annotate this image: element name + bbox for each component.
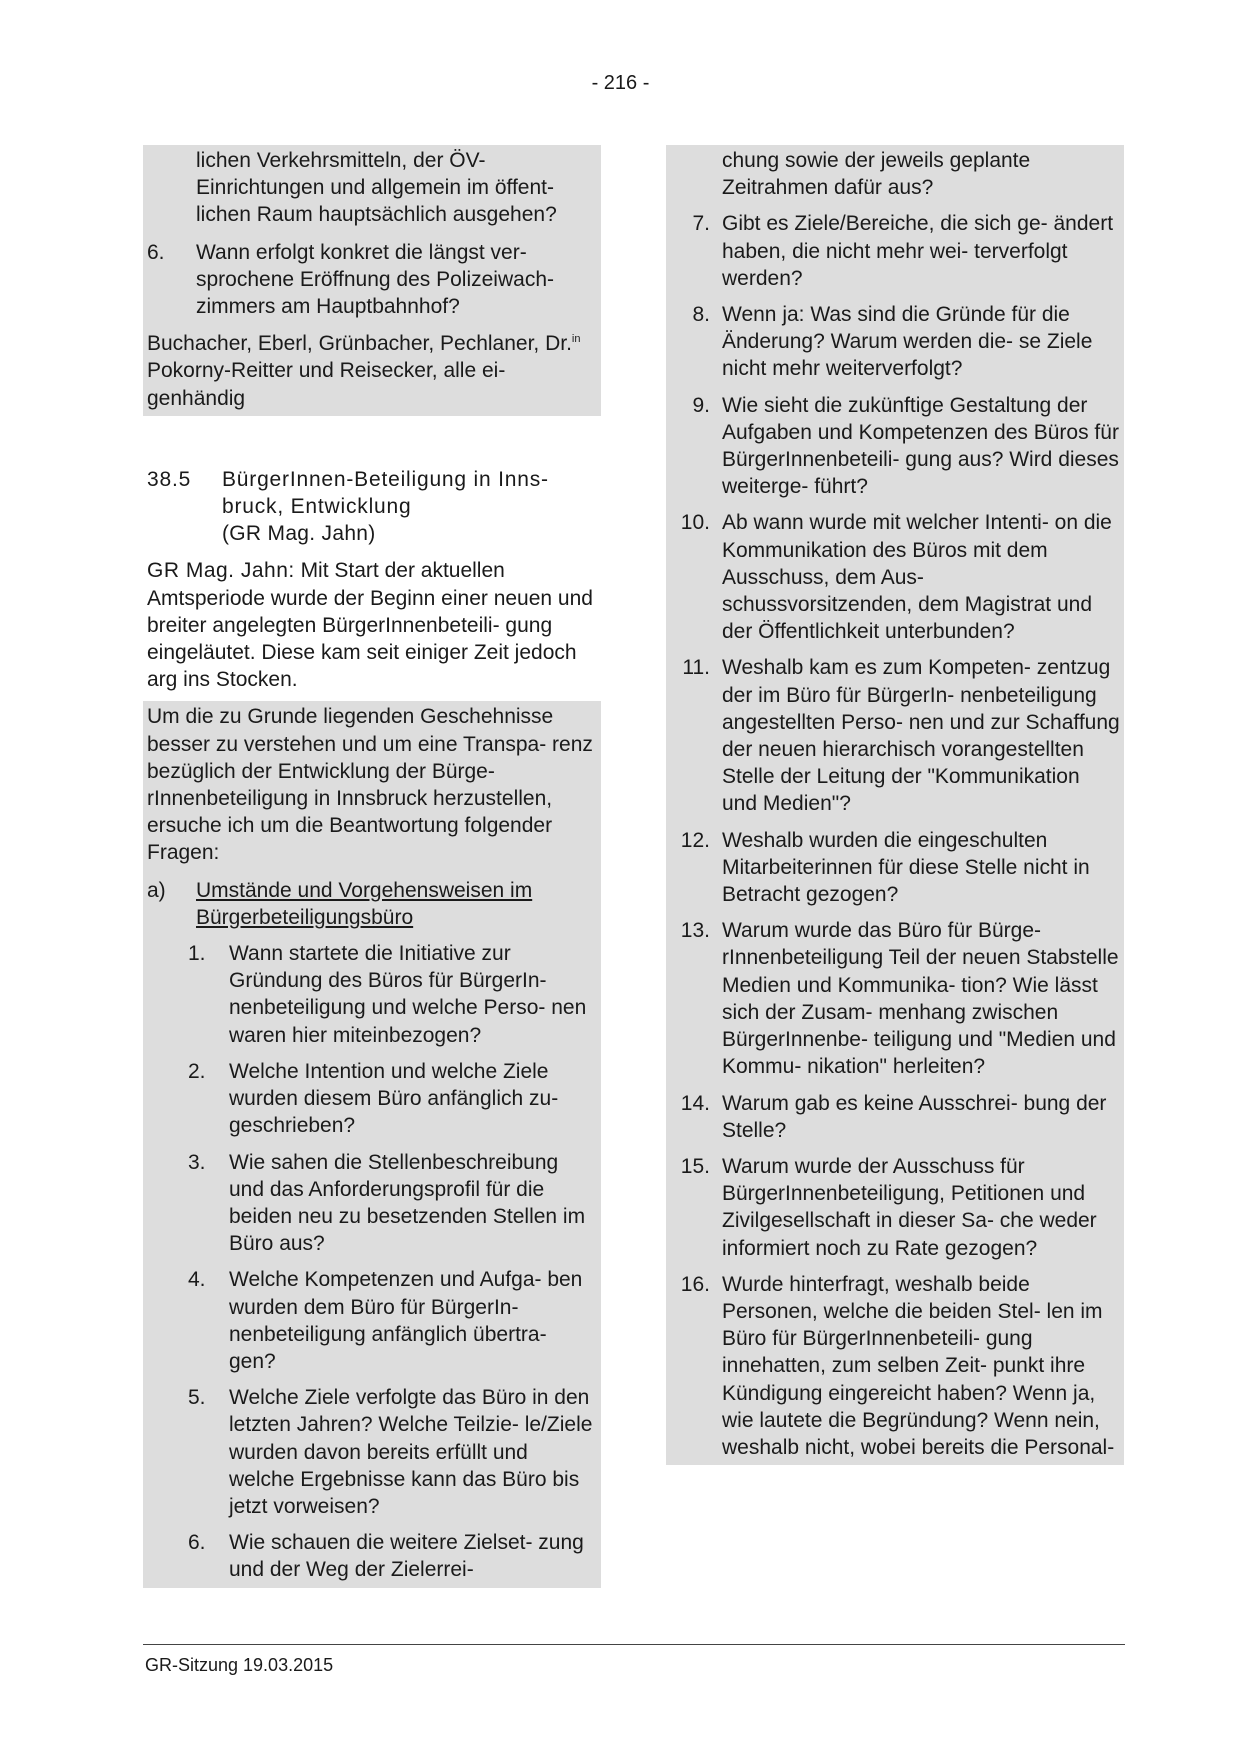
question-number: 6. [188,1531,206,1555]
left-column [143,145,601,1588]
point-a-label: a) [147,878,166,902]
page-number: - 216 - [591,72,650,94]
question-number: 5. [188,1386,206,1410]
question-item [147,1149,597,1258]
question-item [670,1090,1120,1144]
question-item [147,1266,597,1375]
question-text: Gibt es Ziele/Bereiche, die sich ge- ändert haben, die nicht mehr wei- terverfolgt werden? [722,212,1114,290]
question-number: 16. [680,1272,710,1296]
question-text: Welche Ziele verfolgte das Büro in den letzten Jahren? Welche Teilzie- le/Ziele wurden davon bereits erfüllt und welche Ergebnisse kann das Büro bis jetzt vorweisen? [229,1386,593,1518]
right-column [666,145,1124,1465]
continuation-line: Einrichtungen und allgemein im öffent- [196,176,554,200]
question-item [147,940,597,1049]
question-item [670,509,1120,645]
question-text: Wie schauen die weitere Zielset- zung und der Weg der Zielerrei- [229,1531,584,1582]
question-6-continuation [670,147,1120,201]
question-number: 12. [680,828,710,852]
question-number: 3. [188,1150,206,1174]
question-item [670,1153,1120,1262]
question-number: 9. [692,393,710,417]
question-text: Warum wurde der Ausschuss für BürgerInnenbeteiligung, Petitionen und Zivilgesellschaft in dieser Sa- che weder informiert noch zu Rate gezogen? [722,1154,1097,1260]
question-text: Welche Kompetenzen und Aufga- ben wurden dem Büro für BürgerIn- nenbeteiligung anfänglich übertra- gen? [229,1268,583,1373]
question-text: chung sowie der jeweils geplante Zeitrahmen dafür aus? [722,149,1031,200]
question-number: 1. [188,942,206,966]
section-title-line: BürgerInnen-Beteiligung in Inns- [222,467,549,491]
question-number: 4. [188,1268,206,1292]
question-text: Wurde hinterfragt, weshalb beide Personen, welche die beiden Stel- len im Büro für BürgerInnenbeteili- gung innehatten, zum selben Zeit- punkt ihre Kündigung eingereicht haben? Wenn ja, wie lautete die Begründung? Wenn nein, weshalb nicht, wobei bereits die Personal- [722,1272,1115,1459]
spacer [670,147,722,201]
question-text: Weshalb kam es zum Kompeten- zentzug der im Büro für BürgerIn- nenbeteiligung angestellten Perso- nen und zur Schaffung der neuen hierarchisch vorangestellten Stelle der Leitung der "Kommunikation und Medien"? [722,656,1120,816]
request-text: Um die zu Grunde liegenden Geschehnisse besser zu verstehen und um eine Transpa- renz bezüglich der Entwicklung der Bürge- rInnenbeteiligung in Innsbruck herzustellen, ersuche ich um die Beantwortung folgender Fragen: [147,705,593,865]
continuation-line: lichen Raum hauptsächlich ausgehen? [196,203,557,227]
question-text: Ab wann wurde mit welcher Intenti- on die Kommunikation des Büros mit dem Ausschuss, dem Aus- schussvorsitzenden, dem Magistrat und der Öffentlichkeit unterbunden? [722,511,1112,644]
question-item [670,210,1120,292]
question-text: Wenn ja: Was sind die Gründe für die Änderung? Warum werden die- se Ziele nicht mehr weiterverfolgt? [722,303,1093,381]
question-text: Welche Intention und welche Ziele wurden diesem Büro anfänglich zu- geschrieben? [229,1059,559,1138]
footer-divider [143,1644,1125,1645]
question-number: 2. [188,1059,206,1083]
question-number: 15. [680,1154,710,1178]
question-text: Wie sieht die zukünftige Gestaltung der Aufgaben und Kompetenzen des Büros für BürgerInnenbeteili- gung aus? Wird dieses weiterge- führt? [722,393,1119,499]
question-text: Wie sahen die Stellenbeschreibung und das Anforderungsprofil für die beiden neu zu besetzenden Stellen im Büro aus? [229,1150,586,1256]
question-number: 11. [682,656,710,680]
question-item [670,654,1120,817]
speaker-label: GR Mag. Jahn: [147,559,295,583]
question-text: Warum wurde das Büro für Bürge- rInnenbeteiligung Teil der neuen Stabstelle Medien und Kommunika- tion? Wie lässt sich der Zusam- menhang zwischen BürgerInnenbe- teiligung und "Medien und Kommu- nikation" herleiten? [722,919,1119,1079]
question-number: 8. [692,303,710,327]
point-a-title: Umstände und Vorgehensweisen im Bürgerbeteiligungsbüro [196,878,533,929]
question-item [147,1529,597,1583]
question-number: 6. [147,240,165,264]
previous-request-continuation [143,145,601,416]
section-number: 38.5 [147,467,192,491]
question-item [670,827,1120,909]
intro-text: Mit Start der aktuellen Amtsperiode wurde der Beginn einer neuen und breiter angelegten BürgerInnenbeteili- gung eingeläutet. Diese kam seit einiger Zeit jedoch arg ins Stocken. [147,559,593,692]
question-text: Wann startete die Initiative zur Gründung des Büros für BürgerIn- nenbeteiligung und welche Perso- nen waren hier miteinbezogen? [229,942,587,1047]
signers-superscript: in [571,333,581,346]
question-5-continuation [147,147,597,229]
footer-text: GR-Sitzung 19.03.2015 [145,1655,334,1675]
signers [147,330,597,412]
question-text: Wann erfolgt konkret die längst ver- sprochene Eröffnung des Polizeiwach- zimmers am Hauptbahnhof? [196,240,554,319]
section-title [222,466,597,548]
continuation-line: lichen Verkehrsmitteln, der ÖV- [196,149,486,172]
question-item [147,1058,597,1140]
question-item [670,917,1120,1080]
request-continuation-block [666,145,1124,1465]
signers-text-rest: Pokorny-Reitter und Reisecker, alle ei- genhändig [147,359,506,410]
section-title-line: bruck, Entwicklung [222,495,412,519]
question-text: Warum gab es keine Ausschrei- bung der Stelle? [722,1091,1107,1142]
point-a-heading [147,877,597,931]
question-number: 14. [680,1091,710,1115]
section-heading [143,466,601,548]
question-number: 13. [680,919,710,943]
question-number: 10. [680,511,710,535]
request-block [143,701,601,1587]
signers-text: Buchacher, Eberl, Grünbacher, Pechlaner, Dr. [147,332,572,356]
question-text: Weshalb wurden die eingeschulten Mitarbeiterinnen für diese Stelle nicht in Betracht gezogen? [722,828,1090,907]
question-item [147,1384,597,1520]
question-item [670,301,1120,383]
section-title-line: (GR Mag. Jahn) [222,522,376,546]
intro-paragraph [143,557,601,693]
question-item [670,392,1120,501]
question-item-6-prev [147,239,597,321]
question-item [670,1271,1120,1461]
question-number: 7. [692,212,710,236]
